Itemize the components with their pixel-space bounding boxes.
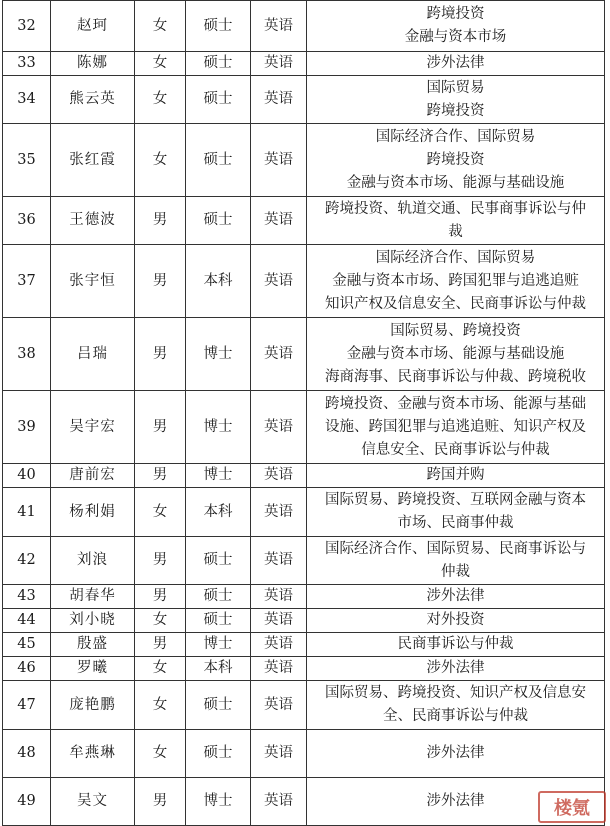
- practice-area-line: 国际经济合作、国际贸易: [375, 249, 536, 266]
- table-row: [3, 537, 605, 585]
- gender-cell: 男: [135, 585, 186, 609]
- row-number: 36: [3, 197, 51, 245]
- language-cell: 英语: [251, 609, 307, 633]
- degree-cell: 本科: [186, 245, 251, 318]
- row-number: 44: [3, 609, 51, 633]
- table-row: [3, 197, 605, 245]
- name-cell: 吴宇宏: [51, 391, 135, 464]
- gender-cell: 男: [135, 537, 186, 585]
- degree-cell: 硕士: [186, 1, 251, 52]
- language-cell: 英语: [251, 245, 307, 318]
- practice-area-line: 国际贸易、跨境投资、知识产权及信息安: [325, 685, 586, 701]
- practice-area-line: 跨境投资: [426, 102, 485, 119]
- gender-cell: 男: [135, 197, 186, 245]
- practice-area-line: 涉外法律: [426, 588, 485, 604]
- practice-area-line: 涉外法律: [426, 660, 485, 676]
- language-cell: 英语: [251, 681, 307, 730]
- table-row: [3, 657, 605, 681]
- table-row: [3, 52, 605, 76]
- row-number: 42: [3, 537, 51, 585]
- practice-area-cell: [307, 730, 605, 778]
- name-cell: 唐前宏: [51, 464, 135, 488]
- name-cell: 罗曦: [51, 657, 135, 681]
- name-cell: 吕瑞: [51, 318, 135, 391]
- table-row: [3, 681, 605, 730]
- lawyer-table: [2, 0, 605, 826]
- table-row: [3, 391, 605, 464]
- practice-area-cell: [307, 633, 605, 657]
- practice-area-cell: [307, 657, 605, 681]
- row-number: 34: [3, 76, 51, 124]
- name-cell: 赵珂: [51, 1, 135, 52]
- practice-area-line: 金融与资本市场、能源与基础设施: [346, 345, 565, 362]
- gender-cell: 女: [135, 488, 186, 537]
- practice-area-cell: [307, 124, 605, 197]
- degree-cell: 硕士: [186, 197, 251, 245]
- language-cell: 英语: [251, 730, 307, 778]
- row-number: 41: [3, 488, 51, 537]
- degree-cell: 本科: [186, 657, 251, 681]
- gender-cell: 女: [135, 730, 186, 778]
- degree-cell: 硕士: [186, 52, 251, 76]
- practice-area-line: 金融与资本市场、能源与基础设施: [346, 174, 565, 191]
- gender-cell: 男: [135, 391, 186, 464]
- table-row: [3, 585, 605, 609]
- row-number: 33: [3, 52, 51, 76]
- practice-area-line: 知识产权及信息安全、民商事诉讼与仲裁: [325, 295, 586, 312]
- name-cell: 杨利娟: [51, 488, 135, 537]
- practice-area-cell: [307, 245, 605, 318]
- gender-cell: 女: [135, 657, 186, 681]
- practice-area-line: 信息安全、民商事诉讼与仲裁: [361, 441, 550, 458]
- name-cell: 刘小晓: [51, 609, 135, 633]
- degree-cell: 博士: [186, 778, 251, 826]
- table-row: [3, 633, 605, 657]
- table-row: [3, 318, 605, 391]
- practice-area-line: 国际贸易: [426, 79, 485, 96]
- practice-area-line: 金融与资本市场: [404, 29, 507, 45]
- language-cell: 英语: [251, 537, 307, 585]
- language-cell: 英语: [251, 124, 307, 197]
- practice-area-cell: [307, 391, 605, 464]
- practice-area-line: 国际贸易、跨境投资: [390, 322, 521, 339]
- gender-cell: 男: [135, 464, 186, 488]
- table-row: [3, 245, 605, 318]
- practice-area-line: 跨国并购: [426, 467, 485, 483]
- practice-area-line: 涉外法律: [426, 55, 485, 71]
- row-number: 49: [3, 778, 51, 826]
- degree-cell: 博士: [186, 318, 251, 391]
- language-cell: 英语: [251, 488, 307, 537]
- table-row: [3, 464, 605, 488]
- gender-cell: 男: [135, 318, 186, 391]
- degree-cell: 本科: [186, 488, 251, 537]
- row-number: 35: [3, 124, 51, 197]
- name-cell: 张宇恒: [51, 245, 135, 318]
- row-number: 39: [3, 391, 51, 464]
- gender-cell: 女: [135, 681, 186, 730]
- degree-cell: 博士: [186, 633, 251, 657]
- table-row: [3, 1, 605, 52]
- practice-area-cell: [307, 52, 605, 76]
- degree-cell: 硕士: [186, 124, 251, 197]
- name-cell: 庞艳鹏: [51, 681, 135, 730]
- degree-cell: 硕士: [186, 585, 251, 609]
- language-cell: 英语: [251, 464, 307, 488]
- row-number: 37: [3, 245, 51, 318]
- degree-cell: 博士: [186, 391, 251, 464]
- practice-area-line: 裁: [448, 223, 463, 240]
- practice-area-line: 金融与资本市场、跨国犯罪与追逃追赃: [332, 272, 579, 289]
- practice-area-line: 市场、民商事仲裁: [397, 515, 514, 531]
- practice-area-line: 跨境投资: [426, 151, 485, 168]
- practice-area-cell: [307, 537, 605, 585]
- practice-area-cell: [307, 681, 605, 730]
- language-cell: 英语: [251, 52, 307, 76]
- practice-area-line: 国际经济合作、国际贸易、民商事诉讼与: [325, 540, 586, 557]
- practice-area-line: 国际经济合作、国际贸易: [375, 128, 536, 145]
- name-cell: 张红霞: [51, 124, 135, 197]
- language-cell: 英语: [251, 657, 307, 681]
- practice-area-line: 仲裁: [441, 563, 470, 580]
- name-cell: 胡春华: [51, 585, 135, 609]
- row-number: 43: [3, 585, 51, 609]
- practice-area-cell: [307, 197, 605, 245]
- name-cell: 刘浪: [51, 537, 135, 585]
- gender-cell: 女: [135, 1, 186, 52]
- language-cell: 英语: [251, 585, 307, 609]
- row-number: 45: [3, 633, 51, 657]
- name-cell: 吴文: [51, 778, 135, 826]
- row-number: 38: [3, 318, 51, 391]
- gender-cell: 女: [135, 76, 186, 124]
- language-cell: 英语: [251, 391, 307, 464]
- practice-area-line: 全、民商事诉讼与仲裁: [383, 708, 528, 724]
- row-number: 47: [3, 681, 51, 730]
- degree-cell: 博士: [186, 464, 251, 488]
- degree-cell: 硕士: [186, 76, 251, 124]
- gender-cell: 女: [135, 52, 186, 76]
- name-cell: 陈娜: [51, 52, 135, 76]
- table-row: [3, 609, 605, 633]
- gender-cell: 女: [135, 609, 186, 633]
- gender-cell: 男: [135, 245, 186, 318]
- practice-area-cell: [307, 464, 605, 488]
- practice-area-line: 对外投资: [426, 612, 485, 628]
- degree-cell: 硕士: [186, 681, 251, 730]
- practice-area-cell: [307, 76, 605, 124]
- name-cell: 殷盛: [51, 633, 135, 657]
- watermark-logo: 楼氪: [538, 791, 606, 823]
- language-cell: 英语: [251, 1, 307, 52]
- table-row: [3, 124, 605, 197]
- practice-area-line: 涉外法律: [426, 745, 485, 761]
- practice-area-line: 跨境投资、金融与资本市场、能源与基础: [325, 395, 586, 412]
- practice-area-line: 国际贸易、跨境投资、互联网金融与资本: [325, 492, 586, 508]
- row-number: 46: [3, 657, 51, 681]
- practice-area-cell: [307, 318, 605, 391]
- degree-cell: 硕士: [186, 537, 251, 585]
- name-cell: 牟燕琳: [51, 730, 135, 778]
- table-row: [3, 778, 605, 826]
- gender-cell: 男: [135, 778, 186, 826]
- practice-area-line: 民商事诉讼与仲裁: [397, 636, 514, 652]
- gender-cell: 男: [135, 633, 186, 657]
- practice-area-line: 涉外法律: [426, 793, 485, 809]
- language-cell: 英语: [251, 197, 307, 245]
- language-cell: 英语: [251, 633, 307, 657]
- practice-area-cell: [307, 585, 605, 609]
- language-cell: 英语: [251, 778, 307, 826]
- row-number: 32: [3, 1, 51, 52]
- name-cell: 王德波: [51, 197, 135, 245]
- practice-area-line: 跨境投资、轨道交通、民事商事诉讼与仲: [325, 200, 586, 217]
- practice-area-line: 跨境投资: [426, 6, 485, 22]
- name-cell: 熊云英: [51, 76, 135, 124]
- practice-area-cell: [307, 488, 605, 537]
- row-number: 40: [3, 464, 51, 488]
- degree-cell: 硕士: [186, 609, 251, 633]
- table-body: [3, 1, 605, 826]
- language-cell: 英语: [251, 318, 307, 391]
- table-row: [3, 76, 605, 124]
- practice-area-cell: [307, 1, 605, 52]
- practice-area-line: 设施、跨国犯罪与追逃追赃、知识产权及: [325, 418, 586, 435]
- table-row: [3, 730, 605, 778]
- practice-area-cell: [307, 609, 605, 633]
- language-cell: 英语: [251, 76, 307, 124]
- row-number: 48: [3, 730, 51, 778]
- table-row: [3, 488, 605, 537]
- gender-cell: 女: [135, 124, 186, 197]
- practice-area-line: 海商海事、民商事诉讼与仲裁、跨境税收: [325, 368, 586, 385]
- degree-cell: 硕士: [186, 730, 251, 778]
